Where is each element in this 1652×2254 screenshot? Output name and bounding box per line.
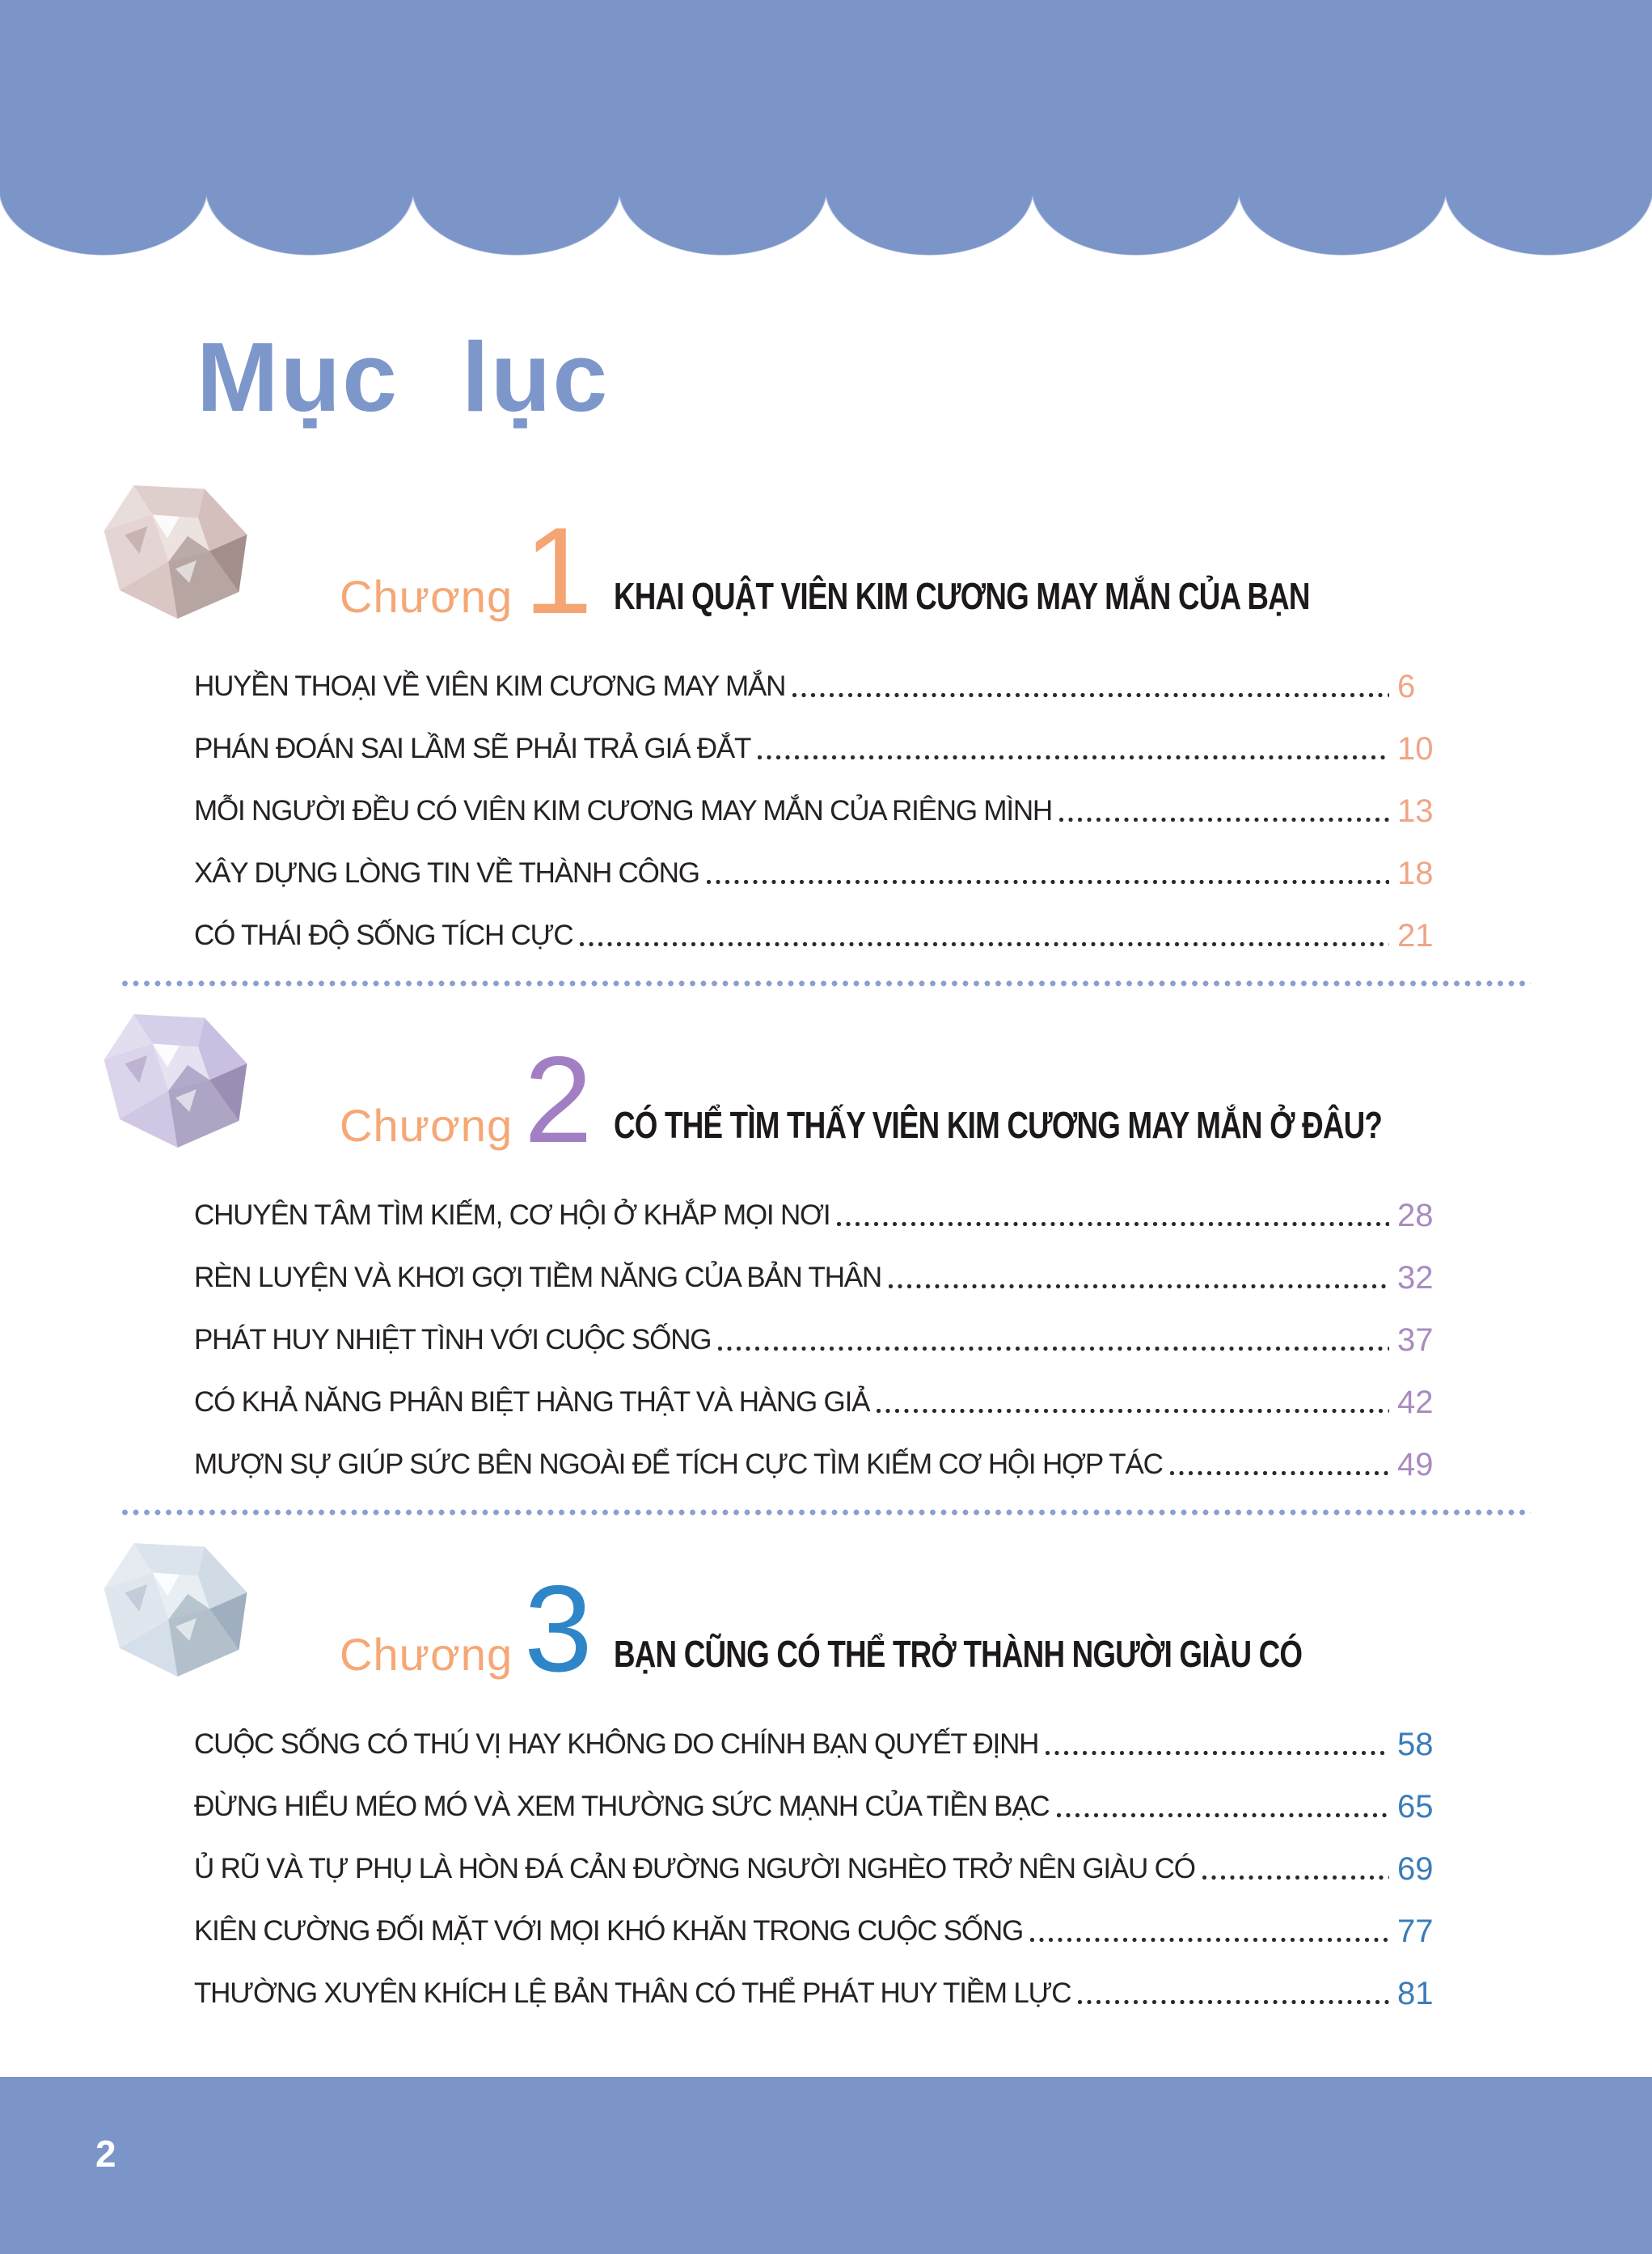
dot-leader [836,1221,1389,1227]
dot-leader [792,692,1389,698]
toc-entry-label: CUỘC SỐNG CÓ THÚ VỊ HAY KHÔNG DO CHÍNH BẠN QUYẾT ĐỊNH [194,1728,1039,1760]
footer-band [0,2077,1652,2254]
dot-leader [579,941,1389,947]
header-band [0,0,1652,188]
toc-entry-page-number: 77 [1397,1913,1434,1949]
toc-entry-page-number: 18 [1397,855,1434,891]
toc-entry-label: HUYỀN THOẠI VỀ VIÊN KIM CƯƠNG MAY MẮN [194,670,786,702]
chapter-title: BẠN CŨNG CÓ THỂ TRỞ THÀNH NGƯỜI GIÀU CÓ [613,1633,1302,1675]
chapter-number: 2 [524,1031,593,1169]
chapter-header [0,1526,1652,1698]
toc-entry-row [194,904,1456,966]
chapter-section [0,997,1652,1495]
diamond-icon [88,465,274,631]
toc-entry-page-number: 32 [1397,1259,1434,1296]
toc-entry-page-number: 58 [1397,1726,1434,1762]
chapter-label: Chương [340,571,513,622]
dot-leader [1056,1812,1390,1818]
toc-entry-label: CHUYÊN TÂM TÌM KIẾM, CƠ HỘI Ở KHẮP MỌI NƠI [194,1199,830,1231]
toc-entry-label: XÂY DỰNG LÒNG TIN VỀ THÀNH CÔNG [194,856,699,889]
chapter-divider [121,1508,1531,1516]
toc-entry-row [194,1962,1456,2024]
footer-page-number: 2 [95,2133,116,2175]
chapter-title: KHAI QUẬT VIÊN KIM CƯƠNG MAY MẮN CỦA BẠN [613,575,1310,617]
dot-leader [1202,1875,1389,1880]
toc-entry-label: RÈN LUYỆN VÀ KHƠI GỢI TIỀM NĂNG CỦA BẢN THÂN [194,1261,881,1293]
chapter-number: 3 [524,1560,593,1698]
chapter-number: 1 [524,502,593,641]
toc-entry-label: Ủ RŨ VÀ TỰ PHỤ LÀ HÒN ĐÁ CẢN ĐƯỜNG NGƯỜI NGHÈO TRỞ NÊN GIÀU CÓ [194,1852,1195,1884]
toc-entry-page-number: 37 [1397,1322,1434,1358]
toc-entry-label: MỖI NGƯỜI ĐỀU CÓ VIÊN KIM CƯƠNG MAY MẮN CỦA RIÊNG MÌNH [194,794,1053,827]
toc-entry-row [194,842,1456,904]
dot-leader [1077,1999,1389,2005]
toc-entry-label: PHÁN ĐOÁN SAI LẦM SẼ PHẢI TRẢ GIÁ ĐẮT [194,732,751,764]
chapter-section [0,1526,1652,2024]
toc-entry-row [194,1371,1456,1433]
toc-entry-page-number: 21 [1397,917,1434,954]
toc-entry-row [194,717,1456,780]
chapter-section [0,468,1652,966]
chapter-entries [194,1713,1456,2024]
dot-leader [1058,817,1389,823]
toc-entry-page-number: 6 [1397,668,1416,704]
toc-entry-label: MƯỢN SỰ GIÚP SỨC BÊN NGOÀI ĐỂ TÍCH CỰC TÌM KIẾM CƠ HỘI HỢP TÁC [194,1448,1163,1480]
toc-entry-page-number: 28 [1397,1197,1434,1233]
toc-entry-page-number: 81 [1397,1975,1434,2011]
chapter-label: Chương [340,1100,513,1151]
toc-entry-page-number: 42 [1397,1384,1434,1420]
toc-entry-row [194,1900,1456,1962]
chapter-entries [194,655,1456,966]
toc-entry-row [194,1184,1456,1246]
toc-entry-row [194,1713,1456,1775]
toc-entry-page-number: 69 [1397,1850,1434,1887]
toc-entry-page-number: 13 [1397,793,1434,829]
chapter-entries [194,1184,1456,1495]
toc-entry-row [194,1775,1456,1837]
dot-leader [888,1283,1389,1289]
dot-leader [717,1346,1389,1351]
toc-entry-label: THƯỜNG XUYÊN KHÍCH LỆ BẢN THÂN CÓ THỂ PHÁT HUY TIỀM LỰC [194,1977,1071,2009]
toc-entry-label: ĐỪNG HIỂU MÉO MÓ VÀ XEM THƯỜNG SỨC MẠNH CỦA TIỀN BẠC [194,1790,1050,1822]
chapters [0,468,1652,2024]
dot-leader [1169,1470,1389,1476]
toc-entry-page-number: 10 [1397,730,1434,767]
toc-entry-row [194,655,1456,717]
toc-entry-row [194,1246,1456,1309]
toc-entry-label: KIÊN CƯỜNG ĐỐI MẶT VỚI MỌI KHÓ KHĂN TRONG CUỘC SỐNG [194,1914,1024,1947]
toc-entry-page-number: 49 [1397,1446,1434,1482]
toc-entry-label: PHÁT HUY NHIỆT TÌNH VỚI CUỘC SỐNG [194,1323,712,1355]
diamond-icon [88,994,274,1160]
toc-entry-row [194,780,1456,842]
dot-leader [706,879,1389,885]
toc-entry-row [194,1433,1456,1495]
chapter-title: CÓ THỂ TÌM THẤY VIÊN KIM CƯƠNG MAY MẮN Ở ĐÂU? [613,1104,1382,1146]
chapter-label: Chương [340,1629,513,1680]
dot-leader [1029,1937,1389,1943]
lace-scallop-border [0,188,1652,258]
chapter-divider [121,979,1531,987]
chapter-header [0,468,1652,641]
dot-leader [1045,1750,1389,1756]
toc-entry-page-number: 65 [1397,1788,1434,1825]
dot-leader [757,755,1389,760]
toc-entry-row [194,1309,1456,1371]
toc-entry-label: CÓ KHẢ NĂNG PHÂN BIỆT HÀNG THẬT VÀ HÀNG GIẢ [194,1385,870,1418]
chapter-header [0,997,1652,1169]
diamond-icon [88,1523,274,1689]
page-title: Mục lục [196,322,610,432]
dot-leader [876,1408,1389,1414]
toc-entry-row [194,1837,1456,1900]
toc-entry-label: CÓ THÁI ĐỘ SỐNG TÍCH CỰC [194,919,573,951]
